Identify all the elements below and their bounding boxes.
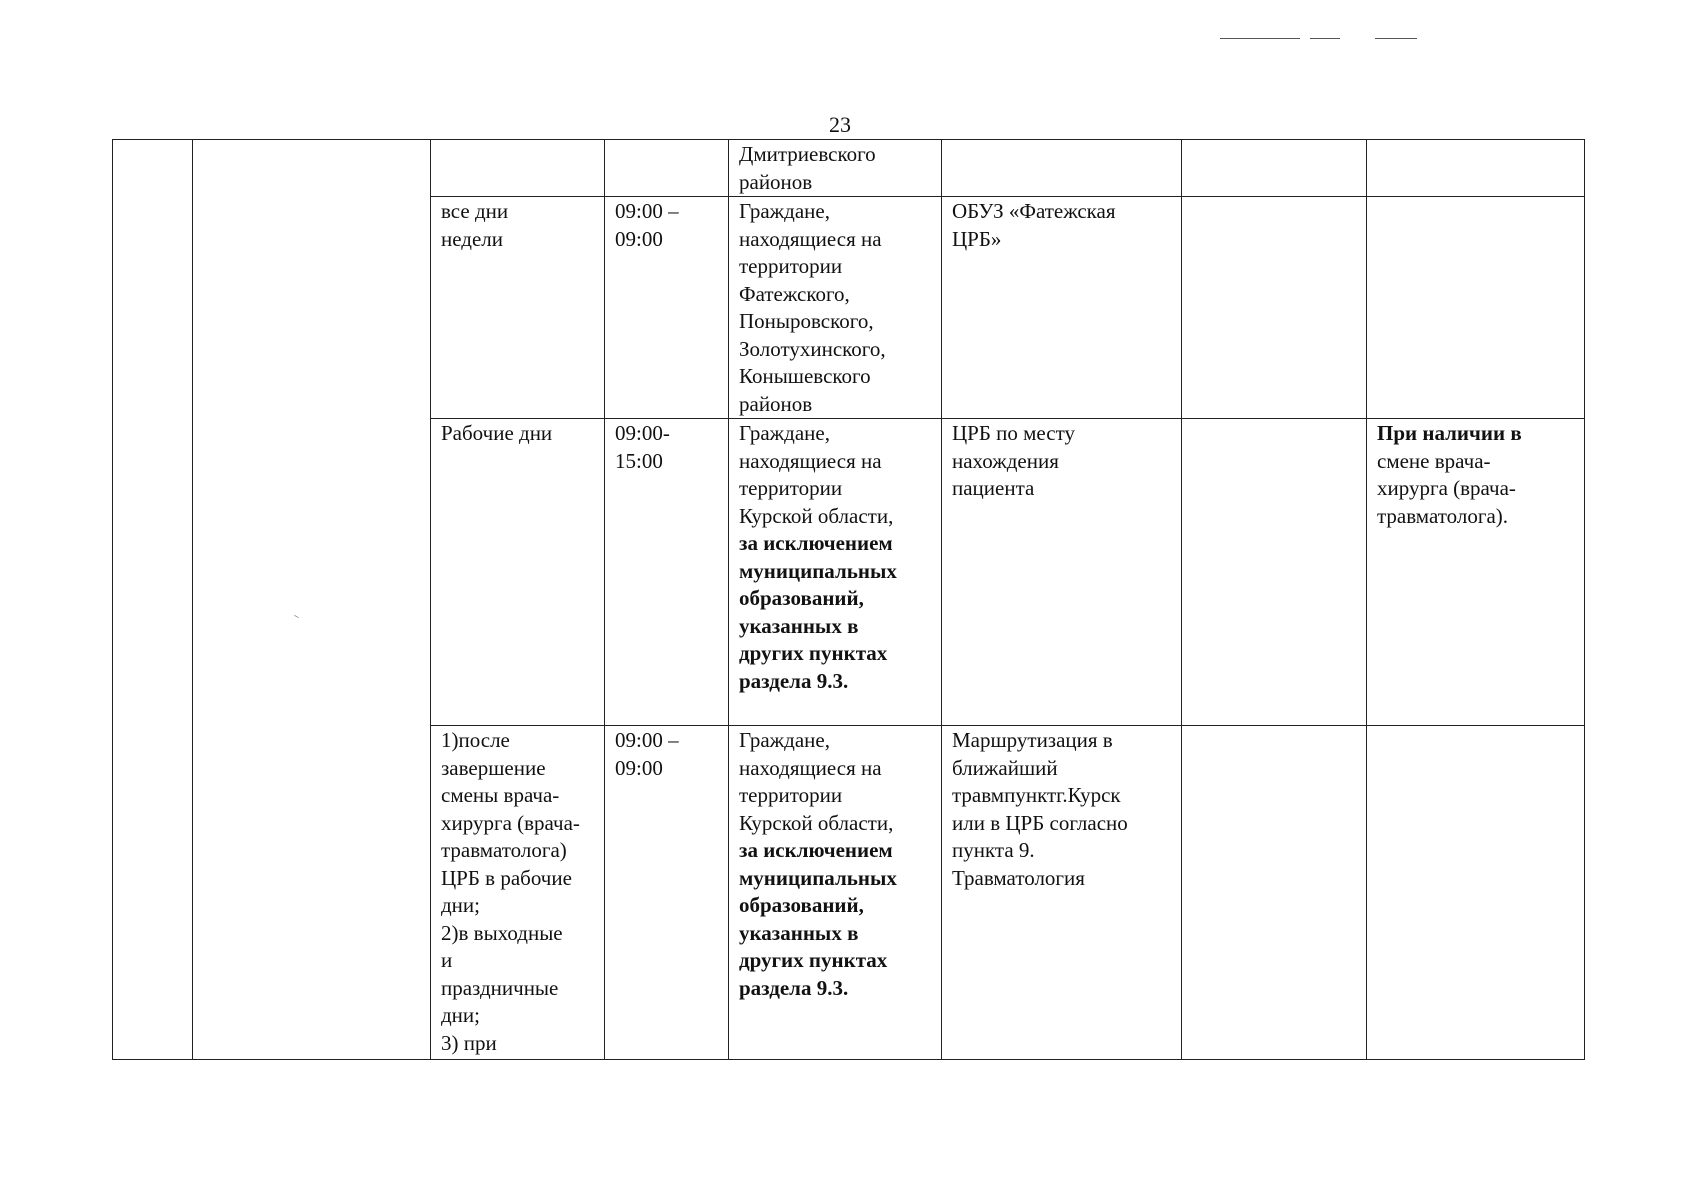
text-line: раздела 9.3. [739, 975, 849, 1000]
text-line: дни; [441, 1003, 480, 1027]
text-line: других пунктах [739, 948, 888, 972]
text-line: Курской области, [739, 503, 894, 528]
blank-cell [1182, 140, 1367, 197]
text-line: муниципальных [739, 865, 897, 890]
text-line: районов [739, 169, 813, 194]
text-line: праздничные [441, 975, 559, 1000]
text-line: хирурга (врача- [1377, 476, 1516, 500]
text-line: Граждане, [739, 421, 830, 445]
recipients-cell [729, 419, 942, 726]
page-number: 23 [829, 112, 851, 137]
text-line: 09:00 [615, 755, 663, 780]
text-line: Дмитриевского [739, 142, 876, 166]
text-line: 09:00 [615, 226, 663, 251]
text-line: раздела 9.3. [739, 668, 849, 693]
text-line: 09:00 – [615, 199, 679, 223]
text-line: Поныровского, [739, 309, 874, 333]
text-line: других пунктах [739, 641, 888, 665]
text-line: смене врача- [1377, 448, 1491, 473]
text-line: 1)после [441, 728, 510, 752]
text-line: Курской области, [739, 810, 894, 835]
text-line: находящиеся на [739, 448, 882, 473]
days-cell [431, 726, 605, 1060]
blank-cell [1182, 419, 1367, 726]
text-line: ОБУЗ «Фатежская [952, 199, 1116, 223]
text-line: смены врача- [441, 783, 560, 807]
text-line: травмпунктг.Курск [952, 783, 1121, 807]
text-line: районов [739, 391, 813, 416]
text-line: недели [441, 226, 504, 251]
scan-mark [1375, 38, 1417, 39]
text-line: ЦРБ в рабочие [441, 865, 572, 890]
note-cell [1367, 197, 1585, 419]
scan-mark [1220, 38, 1300, 39]
text-line: дни; [441, 893, 480, 917]
text-line: и [441, 948, 453, 972]
scan-mark [1310, 38, 1340, 39]
text-line: нахождения [952, 448, 1059, 473]
text-line: 09:00 – [615, 728, 679, 752]
text-line: ближайший [952, 755, 1058, 780]
institution-cell [942, 419, 1182, 726]
note-cell [1367, 140, 1585, 197]
text-line: пункта 9. [952, 838, 1035, 862]
blank-cell [1182, 197, 1367, 419]
text-line: завершение [441, 755, 546, 780]
text-line: или в ЦРБ согласно [952, 810, 1128, 835]
text-line: Рабочие дни [441, 421, 553, 445]
institution-cell [942, 197, 1182, 419]
hours-cell [605, 140, 729, 197]
text-line: травматолога) [441, 838, 567, 862]
days-cell [431, 197, 605, 419]
recipients-cell [729, 197, 942, 419]
days-cell [431, 140, 605, 197]
hours-cell [605, 197, 729, 419]
text-line: территории [739, 783, 843, 807]
text-line: Фатежского, [739, 281, 850, 306]
text-line: 2)в выходные [441, 920, 563, 945]
text-line: за исключением [739, 531, 893, 555]
text-line: При наличии в [1377, 421, 1522, 445]
institution-cell [942, 726, 1182, 1060]
text-line: ЦРБ по месту [952, 421, 1075, 445]
text-line: указанных в [739, 920, 859, 945]
text-line: Маршрутизация в [952, 728, 1113, 752]
text-line: травматолога). [1377, 503, 1509, 528]
text-line: Граждане, [739, 728, 830, 752]
text-line: 3) при [441, 1030, 497, 1055]
hours-cell [605, 419, 729, 726]
text-line: территории [739, 254, 843, 278]
days-cell [431, 419, 605, 726]
text-line: хирурга (врача- [441, 810, 580, 835]
hours-cell [605, 726, 729, 1060]
index-cell [113, 140, 193, 1060]
blank-cell [1182, 726, 1367, 1060]
text-line: пациента [952, 476, 1035, 500]
section-cell [193, 140, 431, 1060]
text-line: образований, [739, 893, 864, 917]
text-line: все дни [441, 199, 509, 223]
note-cell [1367, 419, 1585, 726]
text-line: ЦРБ» [952, 226, 1002, 251]
text-line: 15:00 [615, 448, 663, 473]
recipients-cell [729, 140, 942, 197]
text-line: находящиеся на [739, 755, 882, 780]
text-line: указанных в [739, 613, 859, 638]
text-line: Золотухинского, [739, 336, 886, 361]
note-cell [1367, 726, 1585, 1060]
text-line: 09:00- [615, 421, 670, 445]
text-line: муниципальных [739, 558, 897, 583]
text-line: Конышевского [739, 364, 871, 388]
schedule-table [112, 139, 1585, 1060]
recipients-cell [729, 726, 942, 1060]
text-line: территории [739, 476, 843, 500]
text-line: Граждане, [739, 199, 830, 223]
text-line: Травматология [952, 865, 1085, 890]
institution-cell [942, 140, 1182, 197]
text-line: находящиеся на [739, 226, 882, 251]
text-line: за исключением [739, 838, 893, 862]
text-line: образований, [739, 586, 864, 610]
table-row [113, 140, 1585, 197]
